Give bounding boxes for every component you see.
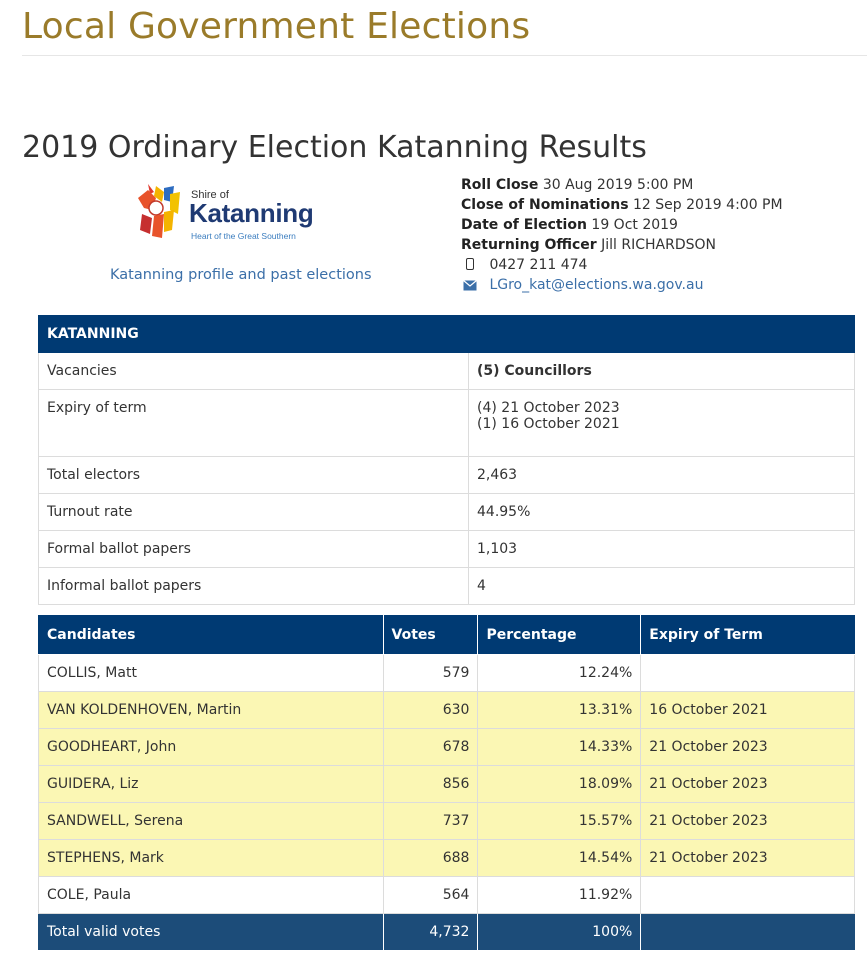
candidate-row [39, 692, 855, 729]
logo-shire-of: Shire of [191, 189, 229, 201]
election-summary-table [38, 315, 855, 605]
vacancies-label: Vacancies [39, 353, 469, 390]
candidate-name: COLE, Paula [39, 877, 384, 914]
candidate-name: COLLIS, Matt [39, 655, 384, 692]
candidate-expiry: 21 October 2023 [641, 729, 855, 766]
candidate-name: GOODHEART, John [39, 729, 384, 766]
candidate-row [39, 840, 855, 877]
informal-value: 4 [469, 568, 855, 605]
turnout-value: 44.95% [469, 494, 855, 531]
candidate-votes: 688 [383, 840, 478, 877]
mobile-phone-icon [461, 255, 479, 275]
candidate-row [39, 729, 855, 766]
percentage-column-header: Percentage [478, 616, 641, 655]
turnout-label: Turnout rate [39, 494, 469, 531]
shire-logo [134, 180, 334, 242]
candidate-expiry: 21 October 2023 [641, 803, 855, 840]
envelope-icon [461, 275, 479, 295]
roll-close-label: Roll Close [461, 177, 539, 193]
candidates-body [39, 655, 855, 914]
summary-header-row [39, 316, 855, 353]
candidate-name: GUIDERA, Liz [39, 766, 384, 803]
roll-close-value: 30 Aug 2019 5:00 PM [542, 177, 694, 193]
candidates-column-header: Candidates [39, 616, 384, 655]
total-votes: 4,732 [383, 914, 478, 951]
candidate-expiry: 16 October 2021 [641, 692, 855, 729]
total-expiry [641, 914, 855, 951]
vacancies-value: (5) Councillors [469, 353, 855, 390]
candidate-row [39, 766, 855, 803]
candidate-votes: 564 [383, 877, 478, 914]
electors-label: Total electors [39, 457, 469, 494]
returning-officer-label: Returning Officer [461, 237, 597, 253]
logo-name: Katanning [189, 198, 314, 228]
shire-emblem-icon [134, 180, 190, 242]
candidate-votes: 856 [383, 766, 478, 803]
title-divider [22, 55, 867, 56]
candidate-name: STEPHENS, Mark [39, 840, 384, 877]
candidate-percentage: 11.92% [478, 877, 641, 914]
expiry-column-header: Expiry of Term [641, 616, 855, 655]
candidate-votes: 678 [383, 729, 478, 766]
email-link[interactable]: LGro_kat@elections.wa.gov.au [489, 277, 704, 293]
election-date-value: 19 Oct 2019 [591, 217, 678, 233]
candidate-name: SANDWELL, Serena [39, 803, 384, 840]
phone-row [461, 255, 783, 275]
candidate-percentage: 15.57% [478, 803, 641, 840]
election-date-label: Date of Election [461, 217, 587, 233]
nominations-row [461, 195, 783, 215]
electors-value: 2,463 [469, 457, 855, 494]
candidate-row [39, 803, 855, 840]
nominations-label: Close of Nominations [461, 197, 629, 213]
profile-past-elections-link[interactable]: Katanning profile and past elections [110, 267, 372, 283]
candidate-row [39, 877, 855, 914]
returning-officer-value: Jill RICHARDSON [601, 237, 717, 253]
roll-close-row [461, 175, 783, 195]
candidate-expiry [641, 655, 855, 692]
summary-row [39, 353, 855, 390]
formal-label: Formal ballot papers [39, 531, 469, 568]
total-row [39, 914, 855, 951]
expiry-line-2: (1) 16 October 2021 [477, 416, 620, 432]
summary-row [39, 390, 855, 457]
summary-header: KATANNING [39, 316, 855, 353]
candidate-expiry: 21 October 2023 [641, 840, 855, 877]
candidate-name: VAN KOLDENHOVEN, Martin [39, 692, 384, 729]
total-label: Total valid votes [39, 914, 384, 951]
formal-value: 1,103 [469, 531, 855, 568]
candidate-percentage: 18.09% [478, 766, 641, 803]
email-row [461, 275, 783, 295]
expiry-label: Expiry of term [39, 390, 469, 457]
returning-officer-row [461, 235, 783, 255]
candidate-percentage: 13.31% [478, 692, 641, 729]
informal-label: Informal ballot papers [39, 568, 469, 605]
summary-row [39, 568, 855, 605]
summary-row [39, 457, 855, 494]
summary-row [39, 494, 855, 531]
candidate-votes: 630 [383, 692, 478, 729]
candidate-percentage: 14.54% [478, 840, 641, 877]
candidate-expiry [641, 877, 855, 914]
candidates-table [38, 615, 855, 951]
expiry-line-1: (4) 21 October 2023 [477, 400, 620, 416]
candidate-percentage: 14.33% [478, 729, 641, 766]
election-info [461, 175, 783, 295]
election-date-row [461, 215, 783, 235]
votes-column-header: Votes [383, 616, 478, 655]
nominations-value: 12 Sep 2019 4:00 PM [632, 197, 783, 213]
site-title: Local Government Elections [22, 6, 531, 47]
phone-number: 0427 211 474 [489, 257, 588, 273]
total-percentage: 100% [478, 914, 641, 951]
candidates-header-row [39, 616, 855, 655]
candidate-percentage: 12.24% [478, 655, 641, 692]
expiry-value [469, 390, 855, 457]
summary-row [39, 531, 855, 568]
candidate-row [39, 655, 855, 692]
logo-tagline: Heart of the Great Southern [191, 231, 296, 241]
page-title: 2019 Ordinary Election Katanning Results [22, 130, 647, 165]
candidate-expiry: 21 October 2023 [641, 766, 855, 803]
candidate-votes: 579 [383, 655, 478, 692]
candidate-votes: 737 [383, 803, 478, 840]
